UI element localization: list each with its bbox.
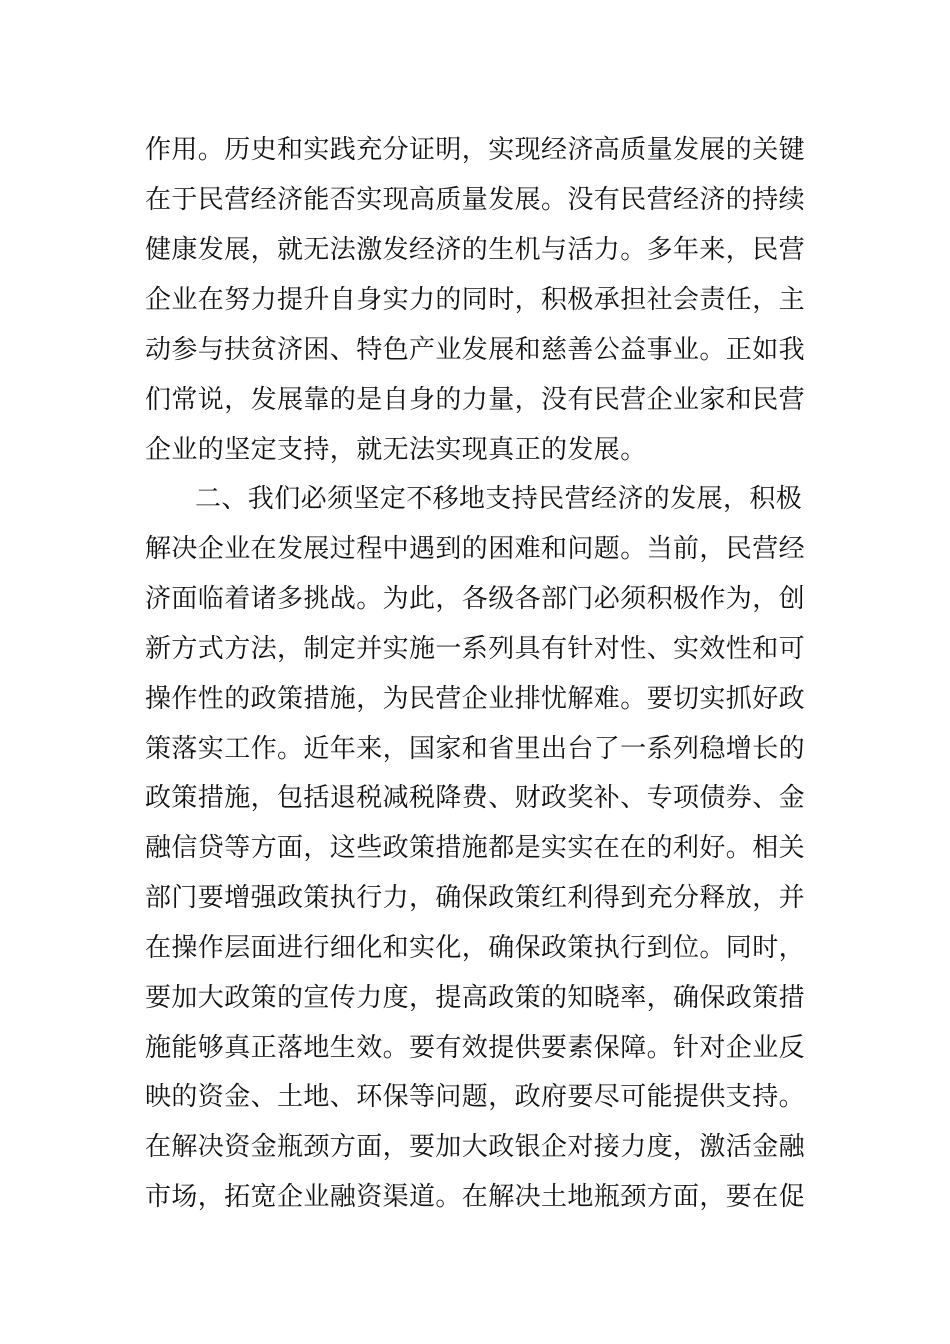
text-line: 作用。历史和实践充分证明，实现经济高质量发展的关键 <box>145 135 806 165</box>
text-line: 们常说，发展靠的是自身的力量，没有民营企业家和民营 <box>145 385 806 415</box>
text-line: 济面临着诸多挑战。为此，各级各部门必须积极作为，创 <box>145 584 806 614</box>
text-line: 解决企业在发展过程中遇到的困难和问题。当前，民营经 <box>145 534 806 564</box>
text-line: 操作性的政策措施，为民营企业排忧解难。要切实抓好政 <box>145 684 806 714</box>
text-line: 在解决资金瓶颈方面，要加大政银企对接力度，激活金融 <box>145 1132 806 1162</box>
text-line: 新方式方法，制定并实施一系列具有针对性、实效性和可 <box>145 634 806 664</box>
text-line: 映的资金、土地、环保等问题，政府要尽可能提供支持。 <box>145 1082 806 1112</box>
text-line: 政策措施，包括退税减税降费、财政奖补、专项债券、金 <box>145 783 806 813</box>
text-line: 施能够真正落地生效。要有效提供要素保障。针对企业反 <box>145 1033 806 1063</box>
text-line: 在于民营经济能否实现高质量发展。没有民营经济的持续 <box>145 185 806 215</box>
text-line: 融信贷等方面，这些政策措施都是实实在在的利好。相关 <box>145 833 806 863</box>
text-line: 在操作层面进行细化和实化，确保政策执行到位。同时， <box>145 933 806 963</box>
text-line: 企业的坚定支持，就无法实现真正的发展。 <box>145 435 647 465</box>
text-line: 健康发展，就无法激发经济的生机与活力。多年来，民营 <box>145 235 806 265</box>
text-line: 要加大政策的宣传力度，提高政策的知晓率，确保政策措 <box>145 983 806 1013</box>
paragraph-heading-line: 二、我们必须坚定不移地支持民营经济的发展，积极 <box>195 484 803 514</box>
text-line: 部门要增强政策执行力，确保政策红利得到充分释放，并 <box>145 883 806 913</box>
text-line: 策落实工作。近年来，国家和省里出台了一系列稳增长的 <box>145 734 806 764</box>
text-line: 市场，拓宽企业融资渠道。在解决土地瓶颈方面，要在促 <box>145 1182 806 1212</box>
text-line: 动参与扶贫济困、特色产业发展和慈善公益事业。正如我 <box>145 335 806 365</box>
text-line: 企业在努力提升自身实力的同时，积极承担社会责任，主 <box>145 285 806 315</box>
